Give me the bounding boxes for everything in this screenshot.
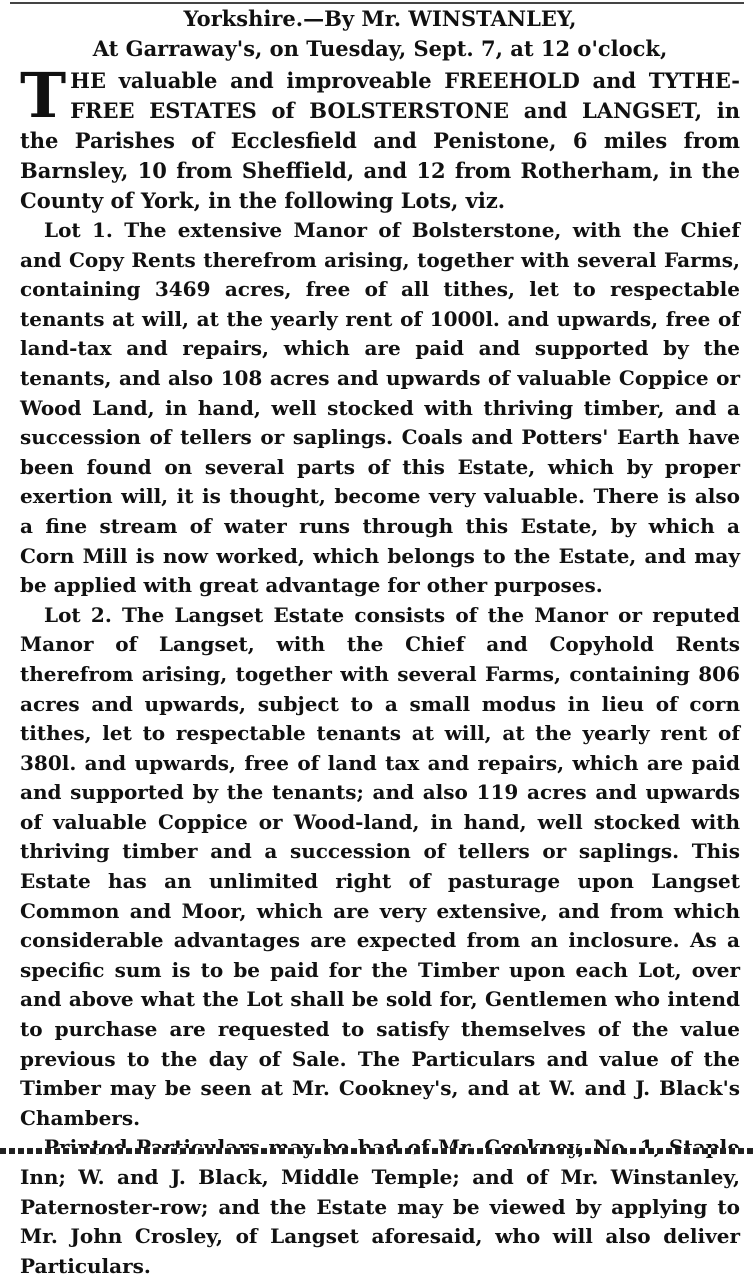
advertisement-column	[20, 4, 740, 1281]
lead-paragraph	[20, 59, 740, 216]
header-line-1: Yorkshire.—By Mr. WINSTANLEY,	[183, 6, 577, 31]
printed-particulars-paragraph: Inn; W. and J. Black, Middle Temple; and of Mr. Winstanley, Paternoster-row; and the Estate may be viewed by applying to Mr. John Crosley, of Langset aforesaid, who will also deliver Particulars.	[20, 1165, 740, 1278]
bottom-rule	[0, 1148, 754, 1154]
lead-text: HE valuable and improveable FREEHOLD and TYTHE-FREE ESTATES of BOLSTERSTONE and LANGSET, in the Parishes of Ecclesfield and Penistone, 6 miles from Barnsley, 10 from Sheffield, and 12 from Rotherham, in the County of York, in the following Lots, viz.	[20, 68, 740, 213]
lot-2-paragraph: Lot 2. The Langset Estate consists of the Manor or reputed Manor of Langset, with the Chief and Copyhold Rents therefrom arising, together with several Farms, containing 806 acres and upwards, subject to a small modus in lieu of corn tithes, let to respectable tenants at will, at the yearly rent of 380l. and upwards, free of land tax and repairs, which are paid and supported by the tenants; and also 119 acres and upwards of valuable Coppice or Wood-land, in hand, well stocked with thriving timber and a succession of tellers or saplings. This Estate has an unlimited right of pasturage upon Langset Common and Moor, which are very extensive, and from which considerable advantages are expected from an inclosure. As a specific sum is to be paid for the Timber upon each Lot, over and above what the Lot shall be sold for, Gentlemen who intend to purchase are requested to satisfy themselves of the value previous to the day of Sale. The Particulars and value of the Timber may be seen at Mr. Cookney's, and at W. and J. Black's Chambers.	[20, 602, 740, 1130]
drop-cap: T	[20, 59, 67, 132]
lot-1-paragraph: Lot 1. The extensive Manor of Bolsterstone, with the Chief and Copy Rents therefrom arising, together with several Farms, containing 3469 acres, free of all tithes, let to respectable tenants at will, at the yearly rent of 1000l. and upwards, free of land-tax and repairs, which are paid and supported by the tenants, and also 108 acres and upwards of valuable Coppice or Wood Land, in hand, well stocked with thriving timber, and a succession of tellers or saplings. Coals and Potters' Earth have been found on several parts of this Estate, which by proper exertion will, it is thought, become very valuable. There is also a fine stream of water runs through this Estate, by which a Corn Mill is now worked, which belongs to the Estate, and may be applied with great advantage for other purposes.	[20, 218, 740, 598]
header-line-2: At Garraway's, on Tuesday, Sept. 7, at 12 o'clock,	[92, 36, 668, 61]
